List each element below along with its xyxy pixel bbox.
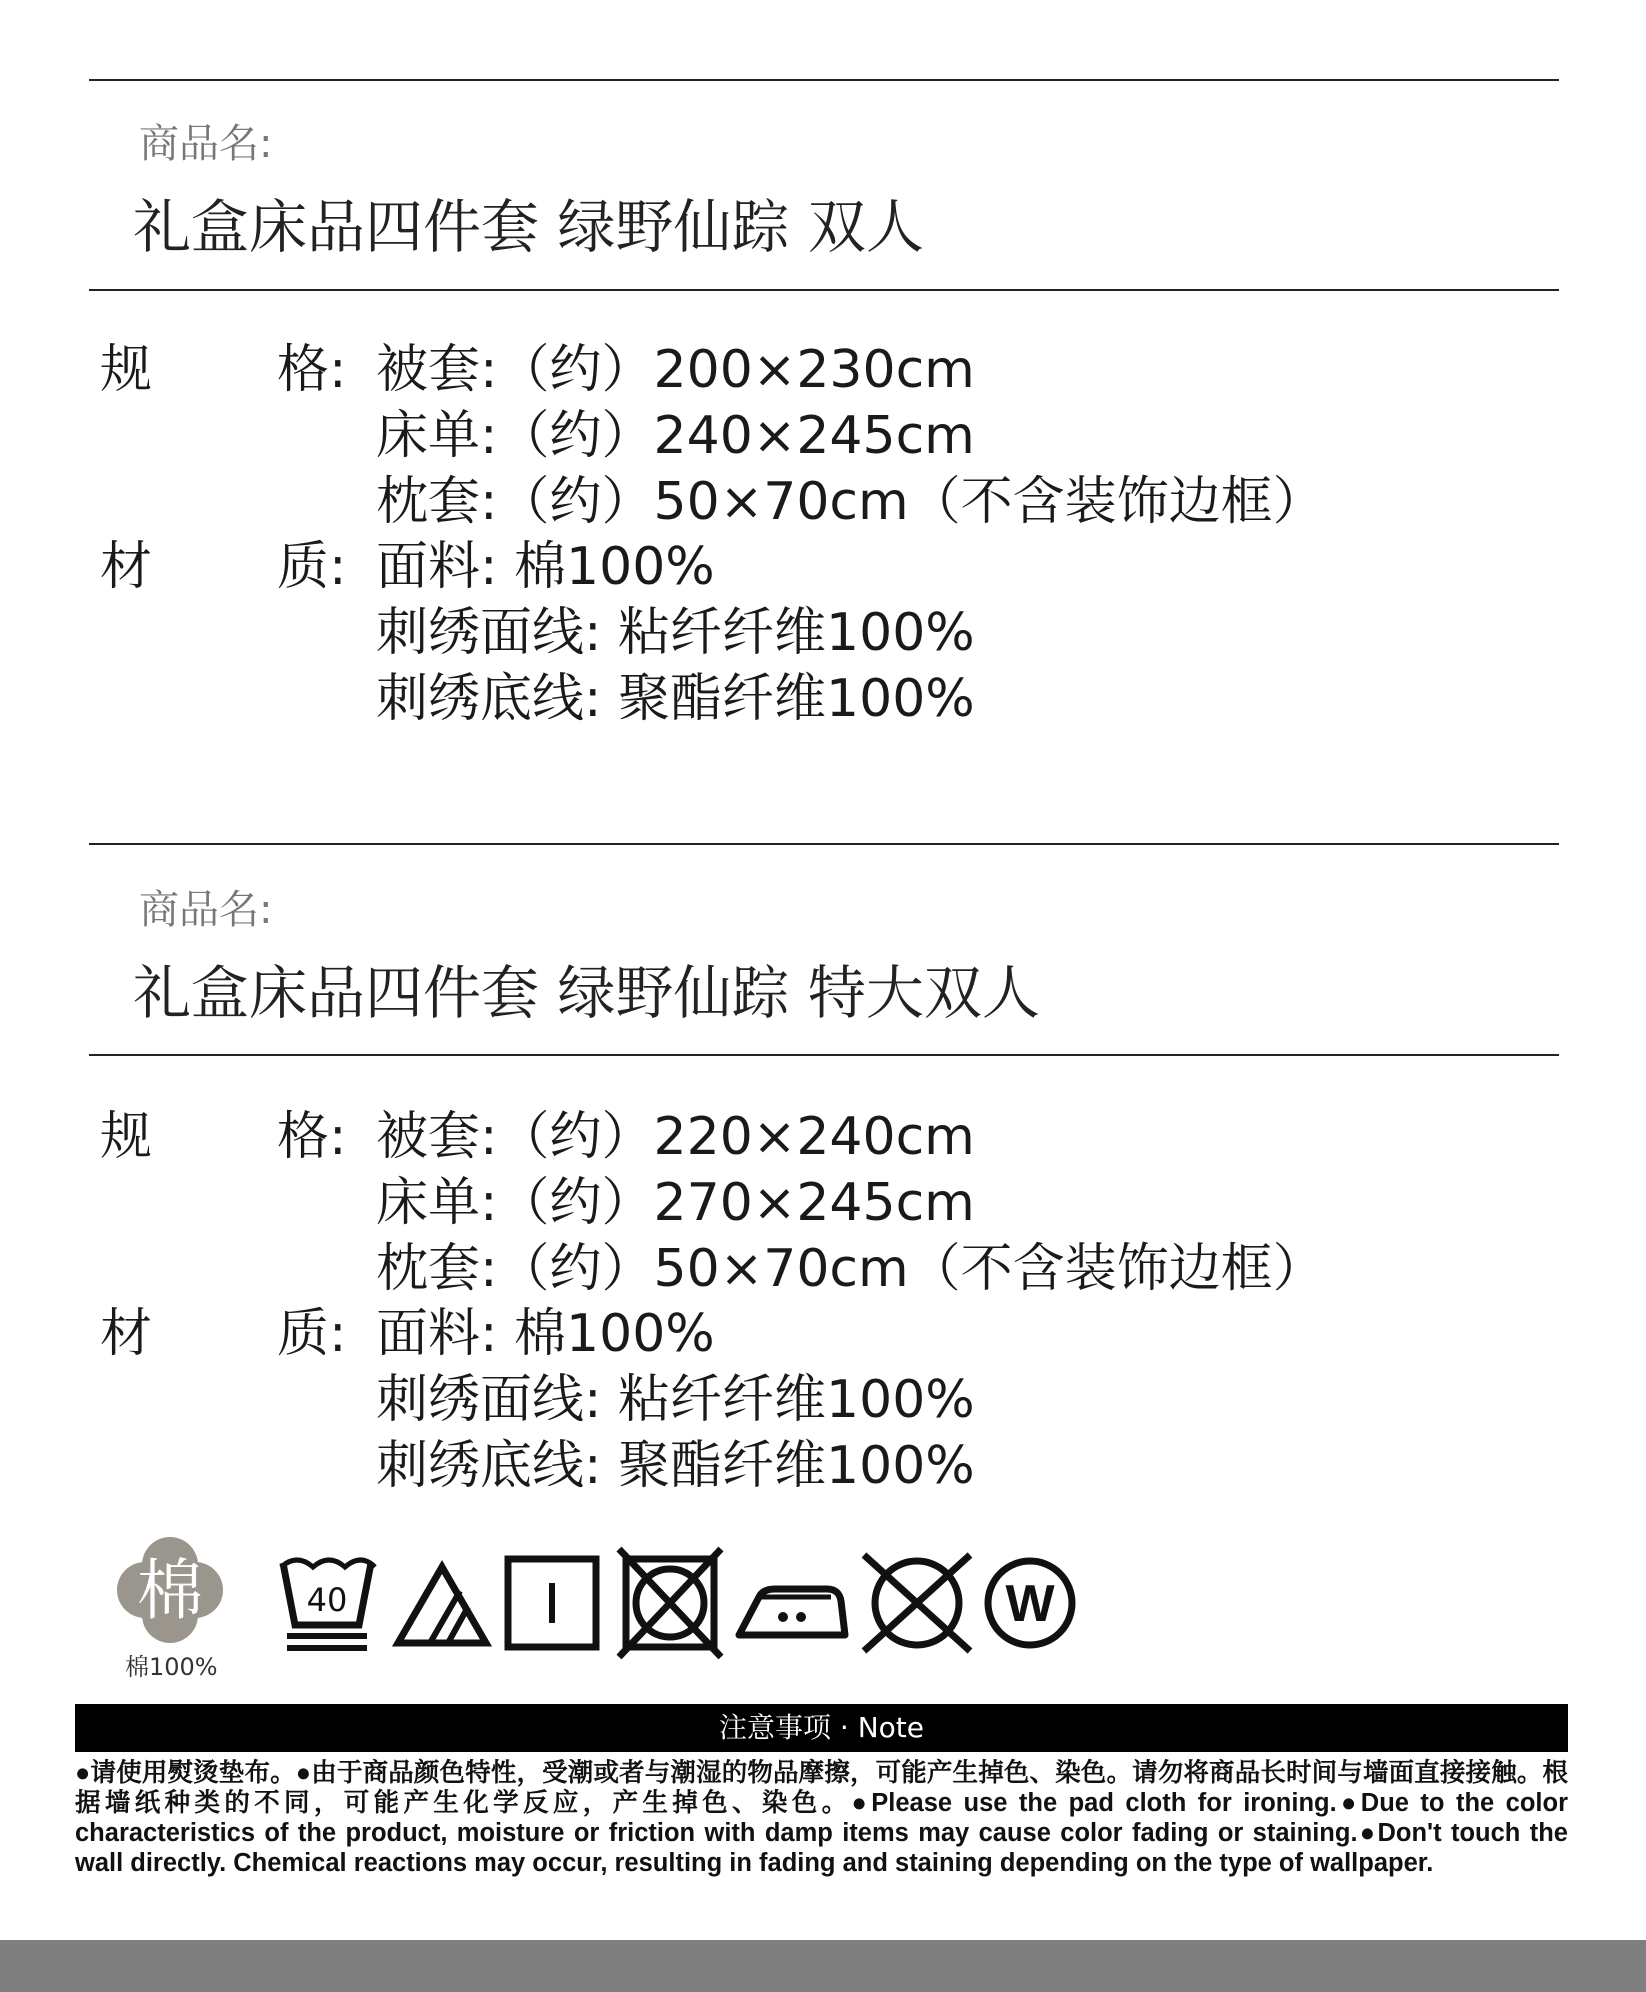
material-face-thread: 刺绣面线: 粘纤纤维100% xyxy=(376,603,975,663)
wet-clean-letter: W xyxy=(1005,1575,1055,1633)
product-name: 礼盒床品四件套 绿野仙踪 双人 xyxy=(133,193,924,261)
spec-key-b: 格: xyxy=(277,1107,347,1167)
material-fabric: 面料: 棉100% xyxy=(376,537,715,597)
spec-duvet: 被套:（约）220×240cm xyxy=(376,1107,975,1167)
product-name: 礼盒床品四件套 绿野仙踪 特大双人 xyxy=(133,959,1040,1027)
product-name-label: 商品名: xyxy=(139,887,273,933)
cotton-badge-icon xyxy=(115,1535,225,1645)
note-heading: 注意事项 · Note xyxy=(75,1704,1568,1752)
bleach-icon xyxy=(392,1545,492,1665)
no-dry-clean-icon xyxy=(860,1545,975,1665)
spec-pillowcase: 枕套:（约）50×70cm（不含装饰边框） xyxy=(376,472,1325,532)
product-name-label: 商品名: xyxy=(139,121,273,167)
care-symbols-row xyxy=(115,1535,1115,1685)
material-fabric: 面料: 棉100% xyxy=(376,1304,715,1364)
material-base-thread: 刺绣底线: 聚酯纤维100% xyxy=(376,669,975,729)
spec-pillowcase: 枕套:（约）50×70cm（不含装饰边框） xyxy=(376,1239,1325,1299)
spec-sheet: 床单:（约）270×245cm xyxy=(376,1173,975,1233)
note-body: ●请使用熨烫垫布。●由于商品颜色特性，受潮或者与潮湿的物品摩擦，可能产生掉色、染色。请勿将商品长时间与墙面直接接触。根据墙纸种类的不同，可能产生化学反应，产生掉色、染色。●Please use the pad cloth for ironing.●Due to the color characteristics of the product, moisture or friction with damp items may cause color fading or staining.●Don't touch the wall directly. Chemical reactions may occur, resulting in fading and staining depending on the type of wallpaper. xyxy=(75,1759,1568,1877)
spec-duvet: 被套:（约）200×230cm xyxy=(376,340,975,400)
no-tumble-dry-icon xyxy=(615,1545,725,1665)
spec-sheet: 床单:（约）240×245cm xyxy=(376,406,975,466)
material-key-b: 质: xyxy=(277,537,347,597)
wet-clean-icon xyxy=(980,1545,1080,1665)
material-key-a: 材 xyxy=(100,537,153,597)
divider-mid-1 xyxy=(89,289,1559,291)
cotton-percent-label: 棉100% xyxy=(125,1653,218,1681)
material-key-b: 质: xyxy=(277,1304,347,1364)
iron-low-icon xyxy=(735,1545,850,1665)
divider-mid-2 xyxy=(89,1054,1559,1056)
spec-key-a: 规 xyxy=(100,1107,153,1167)
wash-temp: 40 xyxy=(306,1581,348,1619)
divider-top-1 xyxy=(89,79,1559,81)
wash-40-icon xyxy=(277,1545,377,1665)
bottom-band xyxy=(0,1940,1646,1992)
material-key-a: 材 xyxy=(100,1304,153,1364)
cotton-glyph: 棉 xyxy=(137,1552,203,1629)
material-face-thread: 刺绣面线: 粘纤纤维100% xyxy=(376,1370,975,1430)
material-base-thread: 刺绣底线: 聚酯纤维100% xyxy=(376,1436,975,1496)
dry-icon xyxy=(502,1545,602,1665)
spec-key-a: 规 xyxy=(100,340,153,400)
divider-top-2 xyxy=(89,843,1559,845)
spec-key-b: 格: xyxy=(277,340,347,400)
